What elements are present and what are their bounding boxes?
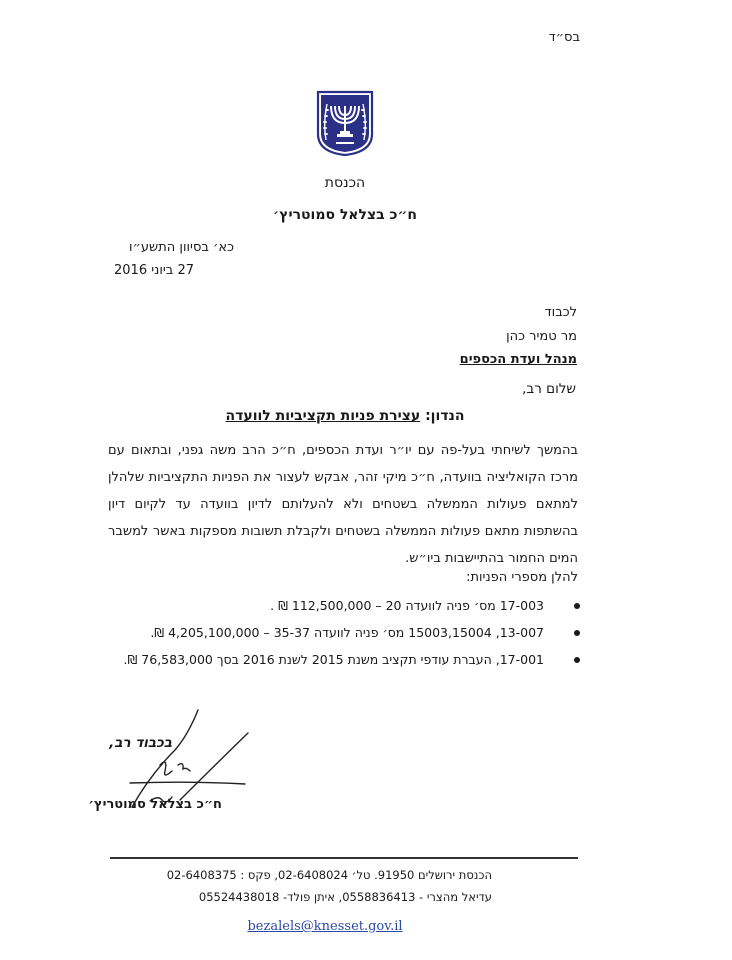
recipient-department: מנהל ועדת הכספים — [459, 352, 577, 367]
subject-text: עצירת פניות תקציביות לוועדה — [225, 408, 421, 424]
list-item-text: 17-003 מס׳ פניה לוועדה 20 – 112,500,000 ₪ . — [270, 598, 544, 613]
recipient-name: מר טמיר כהן — [506, 329, 577, 344]
subject-line — [0, 408, 690, 424]
knesset-menorah-emblem-icon — [316, 90, 374, 156]
to-label: לכבוד — [544, 305, 577, 320]
closing-salutation: בכבוד רב, — [109, 735, 172, 751]
body-paragraph: בהמשך לשיחתי בעל-פה עם יו״ר ועדת הכספים, ח״כ הרב משה גפני, ובתאום עם מרכז הקואליציה בוועדה, ח״כ מיקי זהר, אבקש לעצור את הפניות התקציביות שלהלן למתאם פעולות הממשלה בשטחים ולא להעלותם לדיון בוועדה עד לקיום דיון בהשתפות מתאם פעולות הממשלה בשטחים ולקבלת תשובות מספקות באשר למשבר המים החמור בהתיישבות ביו״ש. — [108, 443, 578, 566]
greeting: שלום רב, — [522, 381, 576, 397]
footer-address: הכנסת ירושלים 91950. טל׳ 02-6408024, פקס : 02-6408375 — [166, 868, 492, 882]
institution-name: הכנסת — [324, 175, 366, 191]
gregorian-date: 27 ביוני 2016 — [114, 263, 194, 278]
bullet-icon — [574, 630, 580, 636]
list-intro: להלן מספרי הפניות: — [466, 570, 578, 585]
request-list — [123, 592, 582, 673]
list-item — [142, 619, 582, 646]
footer-divider — [110, 857, 578, 859]
list-item-text: 17-001, העברת עודפי תקציב משנת 2015 לשנת 2016 בסך 76,583,000 ₪. — [123, 652, 544, 667]
email-link[interactable]: bezalels@knesset.gov.il — [247, 919, 403, 934]
list-item — [123, 646, 582, 673]
hebrew-date: כא׳ בסיוון התשע״ו — [128, 240, 234, 255]
bullet-icon — [574, 657, 580, 663]
bsd-mark: בס״ד — [548, 30, 580, 45]
signer-name: ח״כ בצלאל סמוטריץ׳ — [88, 797, 222, 812]
subject-prefix: הנדון: — [425, 408, 465, 424]
footer-contacts: עדיאל מהצרי - 0558836413, איתן פולד- 05524438018 — [198, 890, 492, 904]
list-item-text: 13-007, 15003,15004 מס׳ פניה לוועדה 35-37 – 4,205,100,000 ₪. — [150, 625, 544, 640]
list-item — [142, 592, 582, 619]
mk-name-heading: ח״כ בצלאל סמוטריץ׳ — [272, 207, 418, 223]
bullet-icon — [574, 603, 580, 609]
